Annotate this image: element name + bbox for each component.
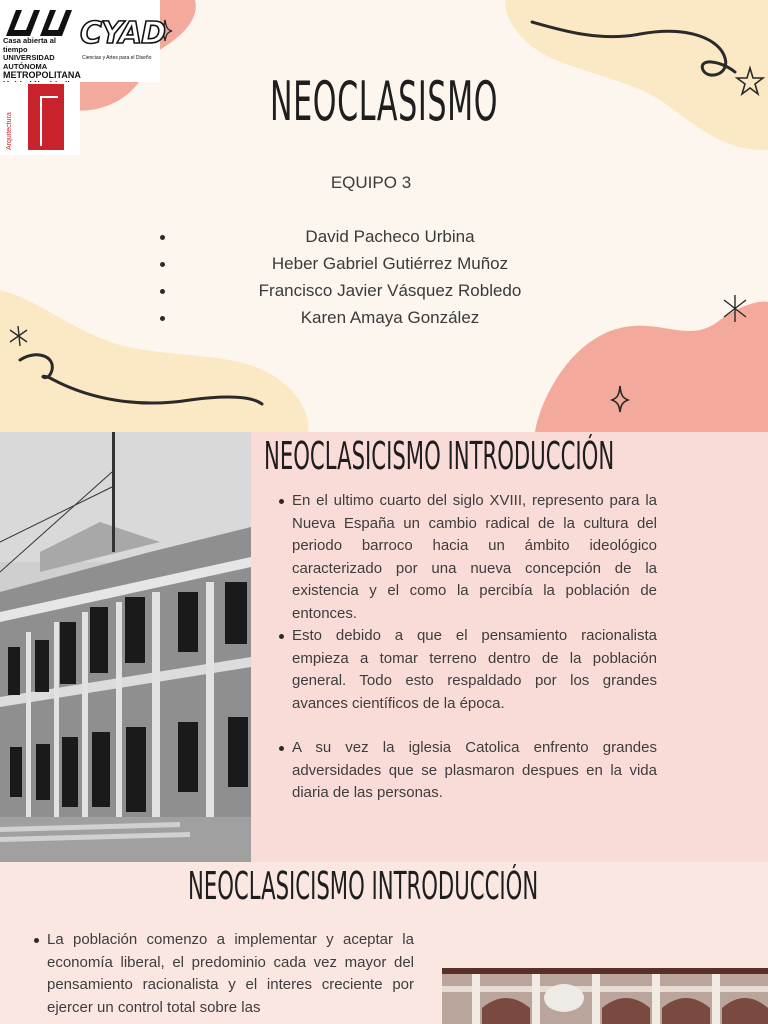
member-name: Karen Amaya González (300, 308, 480, 327)
list-item (47, 929, 414, 1019)
list-item (160, 279, 620, 306)
page-title: NEOCLASISMO (269, 70, 499, 133)
member-name: Heber Gabriel Gutiérrez Muñoz (271, 254, 509, 273)
bullet-icon (34, 938, 39, 943)
uam-text (3, 37, 81, 88)
cover-section (0, 0, 768, 432)
arquitectura-label: Arquitectura (6, 112, 13, 150)
bullet-text: A su vez la iglesia Catolica enfrento grandes adversidades que se plasmaron despues en la vida diaria de las personas. (292, 739, 657, 801)
arquitectura-logo-box (0, 82, 80, 155)
list-item (292, 625, 657, 715)
members-list (160, 225, 620, 333)
bullet-icon (160, 235, 165, 240)
list-item (292, 490, 657, 625)
bullet-icon (160, 316, 165, 321)
intro-bullets-2 (47, 929, 414, 1019)
uam-line-2: UNIVERSIDAD AUTÓNOMA (3, 53, 55, 71)
building-photo (0, 432, 251, 862)
bullet-icon (279, 746, 284, 751)
member-name: David Pacheco Urbina (305, 227, 475, 246)
cyad-subtitle: Ciencias y Artes para el Diseño (82, 55, 152, 61)
member-name: Francisco Javier Vásquez Robledo (258, 281, 522, 300)
bullet-text: En el ultimo cuarto del siglo XVIII, represento para la Nueva España un cambio radical de la cultura del periodo barroco hacia un ámbito ideológico caracterizado por una nueva concepción de la existencia y el como la percibía la población de entonces. (292, 492, 657, 622)
list-item (160, 225, 620, 252)
bullet-icon (279, 634, 284, 639)
bullet-icon (160, 289, 165, 294)
courtyard-photo (442, 968, 768, 1024)
list-item (292, 737, 657, 805)
team-label: EQUIPO 3 (330, 173, 412, 192)
section-title-2: NEOCLASICISMO INTRODUCCIÓN (188, 864, 539, 908)
bullet-icon (279, 499, 284, 504)
intro-bullets (292, 490, 657, 805)
arquitectura-logo-icon (28, 84, 64, 150)
building-image (0, 432, 251, 862)
list-item (160, 252, 620, 279)
bullet-text: La población comenzo a implementar y aceptar la economía liberal, el predominio cada vez mayor del pensamiento racionalista y el interes creciente por ejercer un control total sobre las (47, 931, 414, 1016)
intro-section-2 (0, 862, 768, 1024)
bullet-icon (160, 262, 165, 267)
uam-cyad-logo-box (0, 0, 165, 82)
section-title: NEOCLASICISMO INTRODUCCIÓN (264, 434, 615, 478)
uam-line-1: Casa abierta al tiempo (3, 36, 56, 54)
intro-section (0, 432, 768, 862)
uam-line-3: METROPOLITANA (3, 70, 81, 80)
list-item (160, 306, 620, 333)
cyad-logo: CYAD (80, 16, 165, 51)
courtyard-image (442, 968, 768, 1024)
bullet-text: Esto debido a que el pensamiento racionalista empieza a tomar terreno dentro de la población general. Todo esto respaldado por los grandes avances científicos de la época. (292, 627, 657, 712)
